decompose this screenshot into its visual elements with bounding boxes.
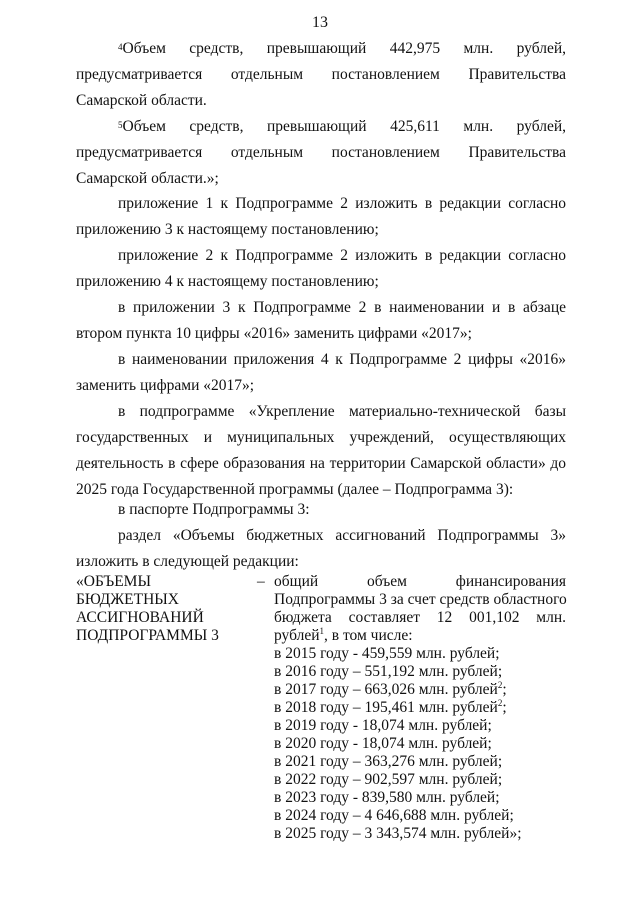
year-line: в 2019 году - 18,074 млн. рублей; bbox=[274, 717, 492, 734]
year-line: в 2018 году – 195,461 млн. рублей$^2$; bbox=[274, 697, 507, 716]
label-line: АССИГНОВАНИЙ bbox=[76, 609, 204, 626]
budget-section-content bbox=[274, 573, 566, 843]
footnote-5 bbox=[76, 114, 566, 192]
year-line: в 2016 году – 551,192 млн. рублей; bbox=[274, 663, 503, 680]
page-number: 13 bbox=[312, 14, 328, 31]
paragraph-appendix-3: в приложении 3 к Подпрограмме 2 в наименовании и в абзаце втором пункта 10 цифры «2016» заменить цифрами «2017»; bbox=[76, 299, 566, 342]
footnote-ref: 2 bbox=[497, 697, 503, 708]
year-line: в 2023 году - 839,580 млн. рублей; bbox=[274, 789, 500, 806]
intro-line: общий объем финансирования bbox=[274, 573, 566, 590]
paragraph-passport: в паспорте Подпрограммы 3: bbox=[118, 501, 310, 518]
year-line: в 2025 году – 3 343,574 млн. рублей»; bbox=[274, 825, 522, 842]
year-line: в 2022 году – 902,597 млн. рублей; bbox=[274, 771, 503, 788]
paragraph-appendix-4: в наименовании приложения 4 к Подпрограмме 2 цифры «2016» заменить цифрами «2017»; bbox=[76, 351, 566, 394]
label-line: БЮДЖЕТНЫХ bbox=[76, 591, 179, 608]
year-line: в 2021 году – 363,276 млн. рублей; bbox=[274, 753, 503, 770]
year-line: в 2017 году – 663,026 млн. рублей$^2$; bbox=[274, 679, 507, 698]
footnote-4 bbox=[76, 36, 566, 114]
year-line: в 2020 году - 18,074 млн. рублей; bbox=[274, 735, 492, 752]
footnote-ref: 1 bbox=[319, 625, 325, 636]
footnote-5-rest: предусматривается отдельным постановлением Правительства Самарской области.»; bbox=[76, 144, 566, 187]
footnote-4-mark: 4 bbox=[118, 42, 123, 52]
label-line: ПОДПРОГРАММЫ 3 bbox=[76, 627, 219, 644]
table-dash: – bbox=[257, 573, 265, 590]
footnote-4-rest: предусматривается отдельным постановлением Правительства Самарской области. bbox=[76, 66, 566, 109]
footnote-4-line1: Объем средств, превышающий 442,975 млн. рублей, bbox=[122, 40, 566, 57]
paragraph-subprogram-3: в подпрограмме «Укрепление материально-технической базы государственных и муниципальных учреждений, осуществляющих деятельность в сфере образования на территории Самарской области» до 2025 года Государственной программы (далее – Подпрограмма 3): bbox=[76, 403, 566, 498]
year-line: в 2015 году - 459,559 млн. рублей; bbox=[274, 645, 500, 662]
paragraph-appendix-2: приложение 2 к Подпрограмме 2 изложить в редакции согласно приложению 4 к настоящему постановлению; bbox=[76, 247, 566, 290]
year-line: в 2024 году – 4 646,688 млн. рублей; bbox=[274, 807, 514, 824]
label-line: «ОБЪЕМЫ bbox=[76, 573, 151, 590]
intro-line: Подпрограммы 3 за счет средств областного bbox=[274, 591, 567, 608]
paragraph-appendix-1: приложение 1 к Подпрограмме 2 изложить в редакции согласно приложению 3 к настоящему постановлению; bbox=[76, 195, 566, 238]
budget-section-label bbox=[76, 573, 236, 645]
footnote-5-mark: 5 bbox=[118, 120, 123, 130]
footnote-5-line1: Объем средств, превышающий 425,611 млн. рублей, bbox=[122, 118, 566, 135]
footnote-ref: 2 bbox=[497, 679, 503, 690]
intro-line: рублей$^1$, в том числе: bbox=[274, 625, 413, 644]
paragraph-section: раздел «Объемы бюджетных ассигнований Подпрограммы 3» изложить в следующей редакции: bbox=[76, 527, 566, 570]
intro-line: бюджета составляет 12 001,102 млн. bbox=[274, 609, 566, 626]
